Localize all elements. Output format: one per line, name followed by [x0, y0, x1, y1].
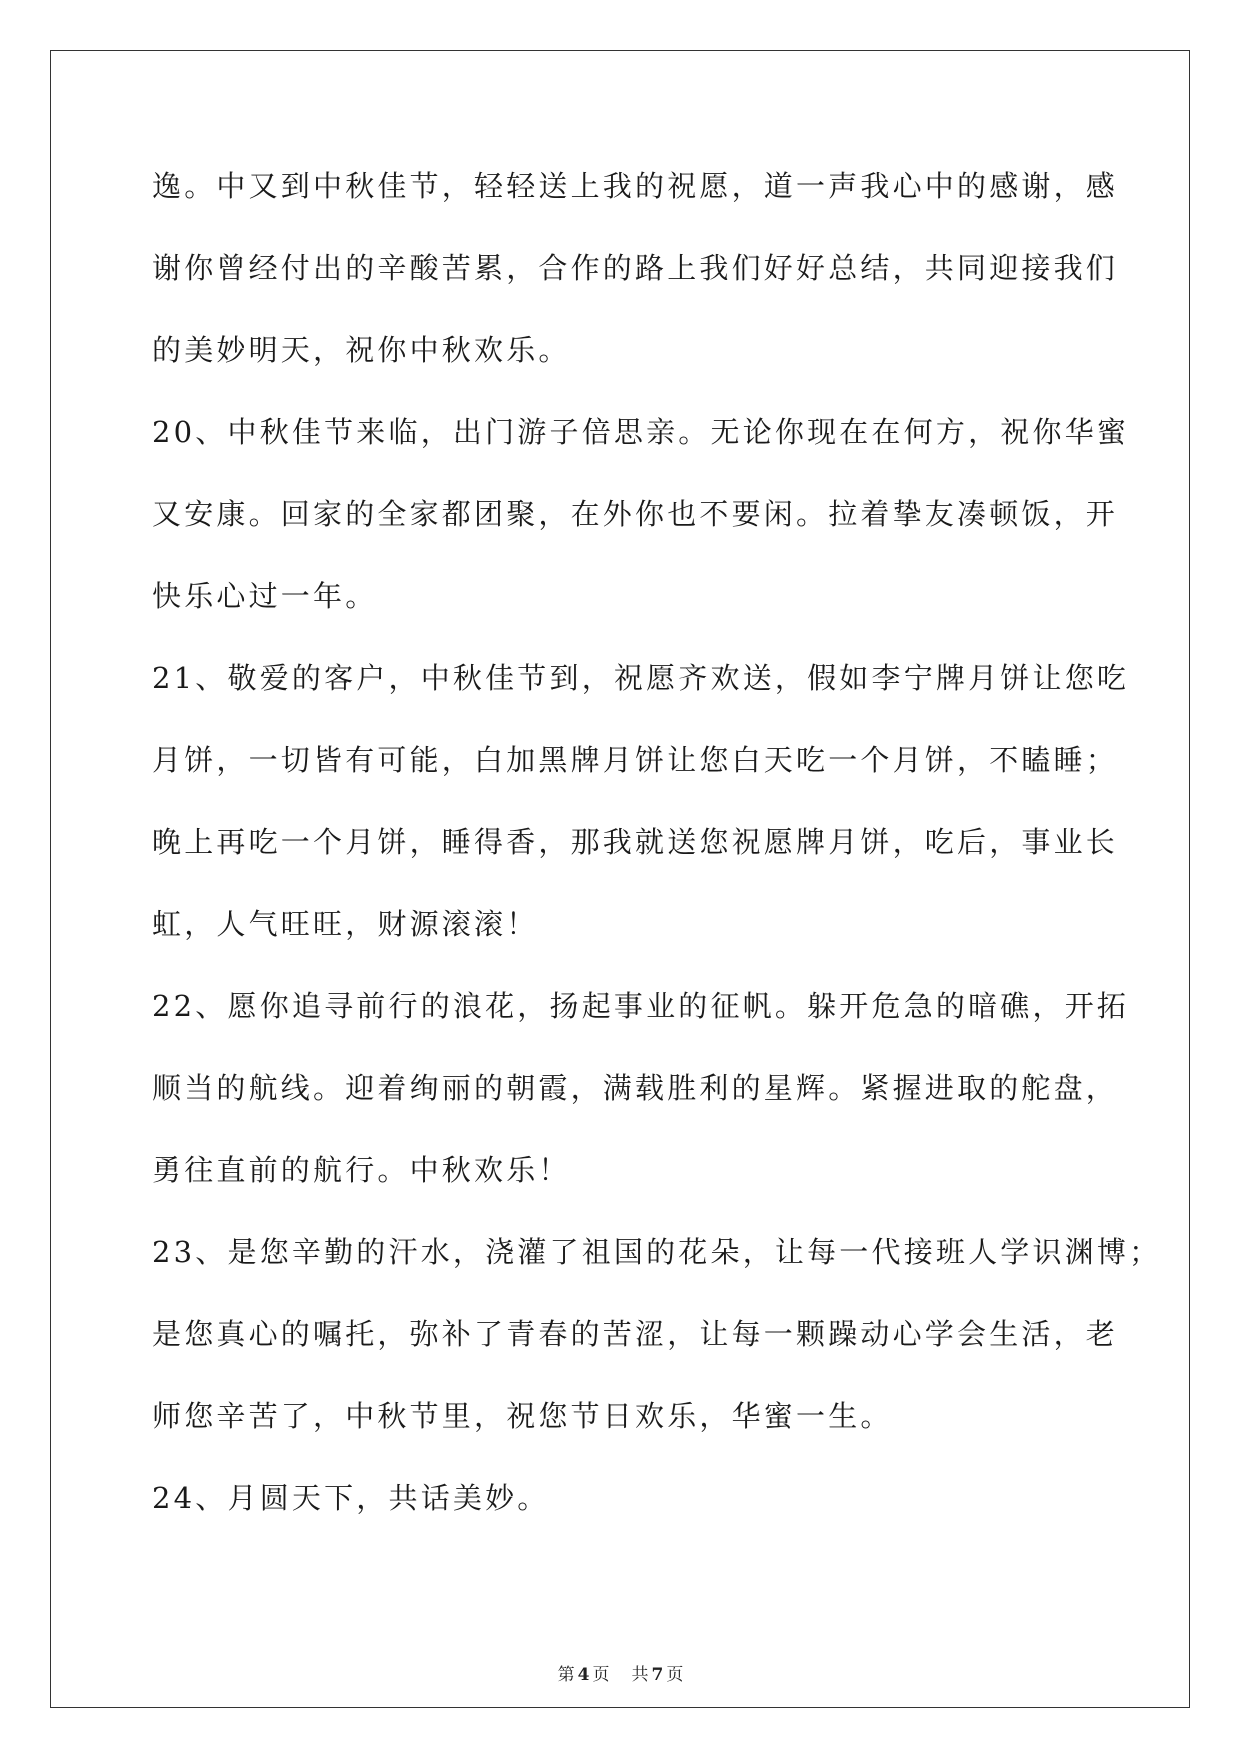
text-line: 谢你曾经付出的辛酸苦累，合作的路上我们好好总结，共同迎接我们	[152, 251, 1119, 285]
text-line: 24、月圆天下，共话美妙。	[152, 1481, 550, 1515]
text-line: 23、是您辛勤的汗水，浇灌了祖国的花朵，让每一代接班人学识渊博；	[152, 1235, 1162, 1269]
text-line: 顺当的航线。迎着绚丽的朝霞，满载胜利的星辉。紧握进取的舵盘，	[152, 1071, 1119, 1105]
text-line: 21、敬爱的客户，中秋佳节到，祝愿齐欢送，假如李宁牌月饼让您吃	[152, 661, 1130, 695]
text-line: 月饼，一切皆有可能，白加黑牌月饼让您白天吃一个月饼，不瞌睡；	[152, 743, 1119, 777]
text-line: 师您辛苦了，中秋节里，祝您节日欢乐，华蜜一生。	[152, 1399, 893, 1433]
document-body	[152, 160, 1162, 1554]
text-line: 快乐心过一年。	[152, 579, 378, 613]
text-line: 是您真心的嘱托，弥补了青春的苦涩，让每一颗躁动心学会生活，老	[152, 1317, 1119, 1351]
text-line: 又安康。回家的全家都团聚，在外你也不要闲。拉着挚友凑顿饭，开	[152, 497, 1119, 531]
total-prefix: 共	[631, 1665, 649, 1685]
page-footer	[0, 1660, 1241, 1685]
total-pages: 7	[651, 1665, 664, 1685]
page-number: 4	[577, 1665, 590, 1685]
text-line: 虹，人气旺旺，财源滚滚！	[152, 907, 539, 941]
text-line: 逸。中又到中秋佳节，轻轻送上我的祝愿，道一声我心中的感谢，感	[152, 169, 1119, 203]
page-suffix: 页	[592, 1665, 610, 1685]
text-line: 的美妙明天，祝你中秋欢乐。	[152, 333, 571, 367]
text-line: 22、愿你追寻前行的浪花，扬起事业的征帆。躲开危急的暗礁，开拓	[152, 989, 1130, 1023]
text-line: 晚上再吃一个月饼，睡得香，那我就送您祝愿牌月饼，吃后，事业长	[152, 825, 1119, 859]
text-line: 20、中秋佳节来临，出门游子倍思亲。无论你现在在何方，祝你华蜜	[152, 415, 1130, 449]
total-suffix: 页	[666, 1665, 684, 1685]
page-prefix: 第	[557, 1665, 575, 1685]
text-line: 勇往直前的航行。中秋欢乐！	[152, 1153, 571, 1187]
